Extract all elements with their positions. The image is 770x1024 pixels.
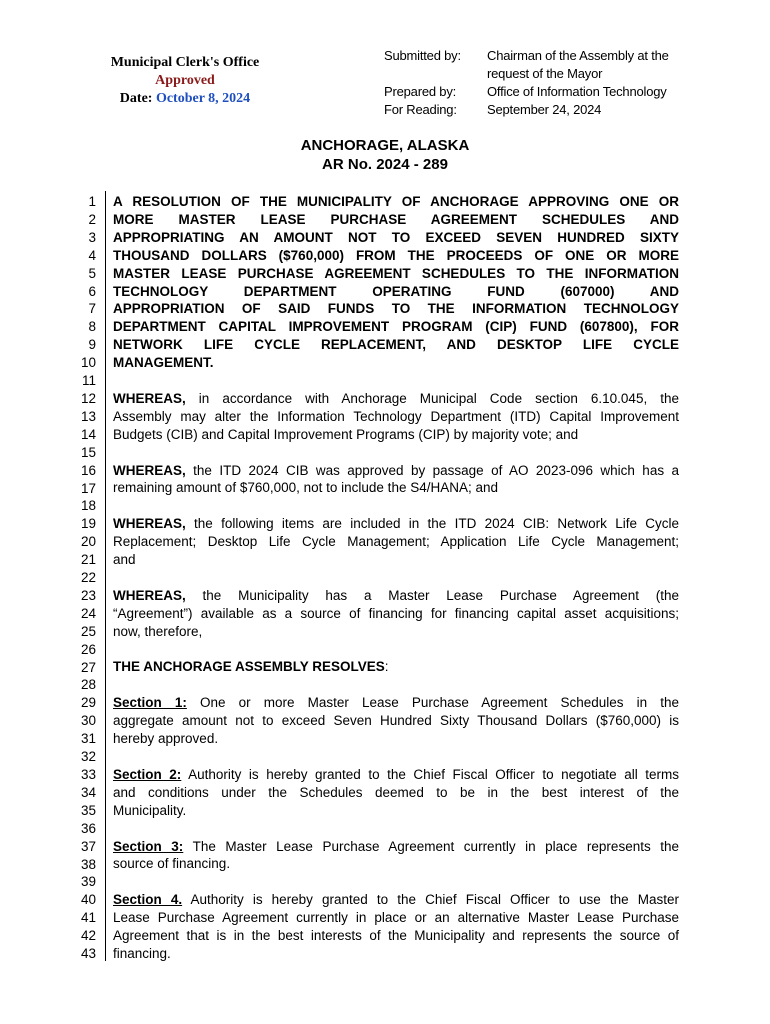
section-1: [113, 694, 679, 748]
line-number: 42: [80, 928, 96, 944]
resolution-title: [113, 193, 679, 372]
section-text: One or more Master Lease Purchase Agreement Schedules in the: [186, 695, 680, 711]
section-text: financing.: [113, 945, 171, 961]
line-number: 7: [88, 301, 96, 317]
section-text: The Master Lease Purchase Agreement currently in place represents the: [183, 838, 679, 854]
section-label: Section 4.: [113, 892, 183, 908]
line-number: 35: [80, 802, 96, 818]
title-line: DEPARTMENT CAPITAL IMPROVEMENT PROGRAM (CIP) FUND (607800), FOR: [113, 319, 679, 335]
section-text: aggregate amount not to exceed Seven Hundred Sixty Thousand Dollars ($760,000) is: [113, 713, 679, 729]
line-number: 20: [80, 534, 96, 550]
whereas-text: the Municipality has a Master Lease Purchase Agreement (the: [185, 587, 679, 603]
line-number: 22: [80, 570, 96, 586]
margin-rule: [105, 191, 106, 961]
whereas-text: Assembly may alter the Information Technology Department (ITD) Capital Improvement: [113, 408, 679, 424]
resolves-heading: [113, 658, 679, 676]
line-number: 16: [80, 462, 96, 478]
whereas-text: “Agreement”) available as a source of financing for financing capital asset acquisitions;: [113, 605, 679, 621]
whereas-text: Replacement; Desktop Life Cycle Management; Application Life Cycle Management;: [113, 534, 679, 550]
line-number: 31: [80, 731, 96, 747]
line-number: 24: [80, 605, 96, 621]
section-4: [113, 891, 679, 963]
whereas-clause-2: [113, 462, 679, 498]
section-2: [113, 766, 679, 820]
section-text: hereby approved.: [113, 731, 219, 747]
section-text: Authority is hereby granted to the Chief Fiscal Officer to negotiate all terms: [181, 766, 679, 782]
line-number: 26: [80, 641, 96, 657]
line-number: 4: [88, 247, 96, 263]
resolves-text: THE ANCHORAGE ASSEMBLY RESOLVES: [113, 659, 385, 675]
line-number: 11: [81, 373, 96, 389]
line-number: 12: [80, 390, 96, 406]
line-number: 29: [80, 695, 96, 711]
title-line: THOUSAND DOLLARS ($760,000) FROM THE PROCEEDS OF ONE OR MORE: [113, 247, 679, 263]
whereas-text: in accordance with Anchorage Municipal Code section 6.10.045, the: [185, 390, 679, 406]
whereas-text: the following items are included in the ITD 2024 CIB: Network Life Cycle: [185, 516, 679, 532]
whereas-lead: WHEREAS,: [113, 587, 186, 603]
section-label: Section 2:: [113, 766, 182, 782]
prepared-by-label: Prepared by:: [384, 84, 457, 99]
submitted-by-label: Submitted by:: [384, 48, 461, 63]
title-line: MANAGEMENT.: [113, 355, 214, 371]
line-number: 17: [80, 480, 96, 496]
section-label: Section 1:: [113, 695, 187, 711]
whereas-clause-3: [113, 515, 679, 569]
line-number: 32: [80, 749, 96, 765]
line-number: 30: [80, 713, 96, 729]
clerk-office-label: Municipal Clerk's Office: [110, 55, 260, 70]
approval-date: [95, 90, 275, 108]
line-number: 1: [88, 194, 96, 209]
line-number: 28: [80, 677, 96, 693]
section-text: Lease Purchase Agreement currently in place or an alternative Master Lease Purchase: [113, 910, 679, 926]
line-number: 5: [88, 265, 96, 281]
whereas-clause-4: [113, 587, 679, 641]
section-text: Agreement that is in the best interests of the Municipality and represents the source of: [113, 928, 679, 944]
line-number: 21: [80, 552, 96, 568]
approval-date-value: October 8, 2024: [155, 91, 251, 106]
title-line: TECHNOLOGY DEPARTMENT OPERATING FUND (607000) AND: [113, 283, 679, 299]
line-number-column: [60, 193, 96, 963]
section-text: source of financing.: [113, 856, 231, 872]
title-line: A RESOLUTION OF THE MUNICIPALITY OF ANCHORAGE APPROVING ONE OR: [113, 194, 679, 209]
approval-status: Approved: [155, 73, 215, 88]
title-line: APPROPRIATION OF SAID FUNDS TO THE INFORMATION TECHNOLOGY: [113, 301, 679, 317]
submitted-by-value-2: request of the Mayor: [487, 66, 603, 81]
line-number: 2: [88, 211, 96, 227]
line-number: 13: [80, 408, 96, 424]
line-number: 36: [80, 820, 96, 836]
title-line: MORE MASTER LEASE PURCHASE AGREEMENT SCHEDULES AND: [113, 211, 679, 227]
whereas-lead: WHEREAS,: [113, 516, 186, 532]
line-number: 34: [80, 784, 96, 800]
line-number: 43: [80, 946, 96, 962]
line-number: 38: [80, 856, 96, 872]
title-line: NETWORK LIFE CYCLE REPLACEMENT, AND DESKTOP LIFE CYCLE: [113, 337, 679, 353]
resolution-body: [113, 193, 679, 963]
line-number: 27: [80, 659, 96, 675]
line-number: 25: [80, 623, 96, 639]
whereas-lead: WHEREAS,: [113, 462, 186, 478]
section-text: Authority is hereby granted to the Chief Fiscal Officer to use the Master: [182, 892, 679, 908]
section-text: and conditions under the Schedules deemed to be in the best interest of the: [113, 784, 679, 800]
line-number: 9: [88, 337, 96, 353]
ar-number: AR No. 2024 - 289: [322, 156, 448, 173]
line-number: 19: [80, 516, 96, 532]
section-3: [113, 838, 679, 874]
title-line: MASTER LEASE PURCHASE AGREEMENT SCHEDULES TO THE INFORMATION: [113, 265, 679, 281]
whereas-text: the ITD 2024 CIB was approved by passage of AO 2023-096 which has a: [185, 462, 679, 478]
line-number: 41: [80, 910, 96, 926]
line-number: 33: [80, 767, 96, 782]
line-number: 14: [80, 426, 96, 442]
document-header: [0, 136, 770, 174]
for-reading-label: For Reading:: [384, 102, 457, 117]
line-number: 6: [88, 283, 96, 299]
line-number: 8: [88, 319, 96, 335]
submitted-by-value-1: Chairman of the Assembly at the: [487, 48, 669, 63]
whereas-clause-1: [113, 390, 679, 444]
whereas-text: Budgets (CIB) and Capital Improvement Programs (CIP) by majority vote; and: [113, 426, 579, 442]
whereas-lead: WHEREAS,: [113, 390, 186, 406]
section-text: Municipality.: [113, 802, 187, 818]
line-number: 15: [80, 444, 96, 460]
for-reading-value: September 24, 2024: [487, 102, 602, 117]
approval-date-label: Date:: [119, 91, 153, 106]
line-number: 10: [80, 355, 96, 371]
location-heading: ANCHORAGE, ALASKA: [300, 137, 470, 154]
line-number: 18: [80, 498, 96, 514]
line-number: 39: [80, 874, 96, 890]
clerk-approval-stamp: [95, 54, 275, 108]
line-number: 37: [80, 838, 96, 854]
whereas-text: and: [113, 552, 136, 568]
line-number: 3: [88, 229, 96, 245]
whereas-text: remaining amount of $760,000, not to include the S4/HANA; and: [113, 480, 499, 496]
section-label: Section 3:: [113, 838, 184, 854]
resolves-colon: :: [384, 659, 389, 675]
title-line: APPROPRIATING AN AMOUNT NOT TO EXCEED SEVEN HUNDRED SIXTY: [113, 229, 679, 245]
prepared-by-value: Office of Information Technology: [487, 84, 667, 99]
line-number: 40: [80, 892, 96, 908]
line-number: 23: [80, 587, 96, 603]
whereas-text: now, therefore,: [113, 623, 203, 639]
